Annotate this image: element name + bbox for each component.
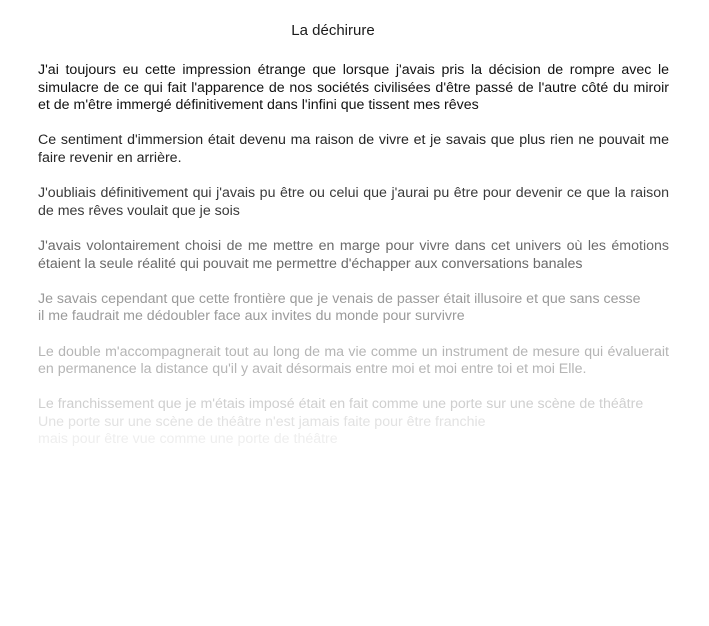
- paragraph: [38, 132, 669, 167]
- paragraph: [38, 291, 669, 326]
- paragraph-line: Je savais cependant que cette frontière que je venais de passer était illusoire et que sans cesse: [38, 290, 641, 307]
- paragraph-line: il me faudrait me dédoubler face aux invites du monde pour survivre: [38, 308, 465, 325]
- paragraph-line: Une porte sur une scène de théâtre n'est jamais faite pour être franchie: [38, 413, 486, 430]
- paragraph: [38, 185, 669, 220]
- paragraph-line: J'avais volontairement choisi de me mettre en marge pour vivre dans cet univers où les émotions étaient la seule réalité qui pouvait me permettre d'échapper aux conversations banales: [38, 237, 669, 272]
- paragraph-line: mais pour être vue comme une porte de théâtre: [38, 431, 338, 448]
- paragraph-line: J'ai toujours eu cette impression étrange que lorsque j'avais pris la décision de rompre avec le simulacre de ce qui fait l'apparence de nos sociétés civilisées d'être passé de l'autre côté du miroir et de m'être immergé définitivement dans l'infini que tissent mes rêves: [38, 62, 669, 114]
- paragraph-line: Le double m'accompagnerait tout au long de ma vie comme un instrument de mesure qui évaluerait en permanence la distance qu'il y avait désormais entre moi et moi entre toi et moi Elle.: [38, 343, 669, 378]
- paragraph-line: J'oubliais définitivement qui j'avais pu être ou celui que j'aurai pu être pour devenir ce que la raison de mes rêves voulait que je sois: [38, 185, 669, 219]
- document-title: La déchirure: [291, 22, 375, 39]
- paragraph: [38, 396, 669, 449]
- paragraph-line: Le franchissement que je m'étais imposé était en fait comme une porte sur une scène de théâtre: [38, 396, 644, 413]
- document-body: [38, 62, 669, 467]
- paragraph-line: Ce sentiment d'immersion était devenu ma raison de vivre et je savais que plus rien ne pouvait me faire revenir en arrière.: [38, 132, 669, 166]
- paragraph: [38, 344, 669, 379]
- paragraph: [38, 62, 669, 115]
- paragraph: [38, 238, 669, 273]
